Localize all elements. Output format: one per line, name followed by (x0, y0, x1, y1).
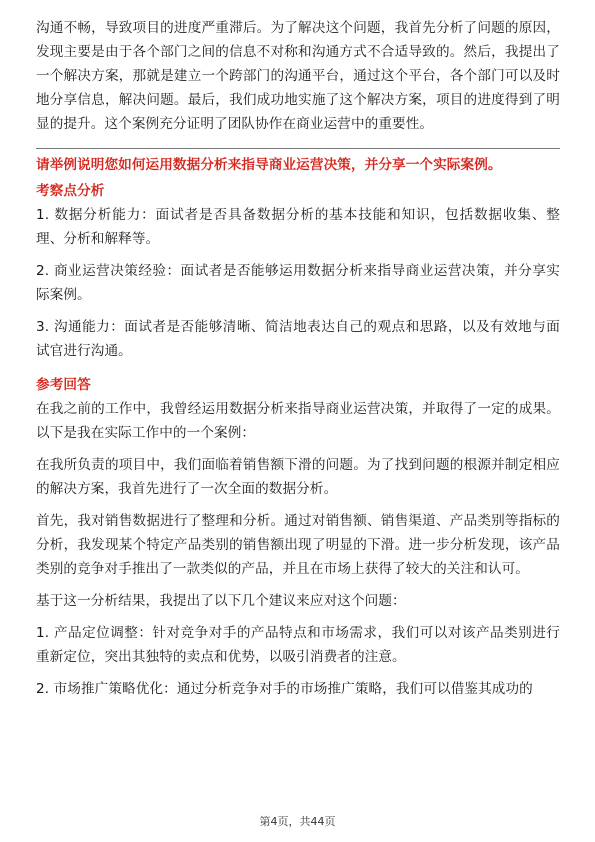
page-footer: 第4页，共44页 (259, 815, 336, 828)
section-divider (36, 148, 560, 149)
answer-paragraph-3: 首先，我对销售数据进行了整理和分析。通过对销售额、销售渠道、产品类别等指标的分析，我发现某个特定产品类别的销售额出现了明显的下滑。进一步分析发现，该产品类别的竞争对手推出了一款类似的产品，并且在市场上获得了较大的关注和认可。 (36, 513, 560, 577)
answer-paragraph-4: 基于这一分析结果，我提出了以下几个建议来应对这个问题： (36, 593, 406, 609)
analysis-point-1: 1. 数据分析能力：面试者是否具备数据分析的基本技能和知识，包括数据收集、整理、分析和解释等。 (36, 207, 560, 247)
answer-paragraph-2: 在我所负责的项目中，我们面临着销售额下滑的问题。为了找到问题的根源并制定相应的解决方案，我首先进行了一次全面的数据分析。 (36, 457, 560, 497)
answer-paragraph-6: 2. 市场推广策略优化：通过分析竞争对手的市场推广策略，我们可以借鉴其成功的 (36, 681, 533, 697)
answer-paragraph-5: 1. 产品定位调整：针对竞争对手的产品特点和市场需求，我们可以对该产品类别进行重新定位，突出其独特的卖点和优势，以吸引消费者的注意。 (36, 625, 560, 665)
page-content (36, 16, 560, 701)
answer-label: 参考回答 (36, 377, 91, 393)
analysis-point-3: 3. 沟通能力：面试者是否能够清晰、简洁地表达自己的观点和思路，以及有效地与面试官进行沟通。 (36, 319, 560, 359)
analysis-label: 考察点分析 (36, 183, 105, 199)
continuation-paragraph: 沟通不畅，导致项目的进度严重滞后。为了解决这个问题，我首先分析了问题的原因，发现主要是由于各个部门之间的信息不对称和沟通方式不合适导致的。然后，我提出了一个解决方案，那就是建立一个跨部门的沟通平台，通过这个平台，各个部门可以及时地分享信息，解决问题。最后，我们成功地实施了这个解决方案，项目的进度得到了明显的提升。这个案例充分证明了团队协作在商业运营中的重要性。 (36, 20, 560, 132)
answer-paragraph-1: 在我之前的工作中，我曾经运用数据分析来指导商业运营决策，并取得了一定的成果。以下是我在实际工作中的一个案例： (36, 401, 560, 441)
question-heading: 请举例说明您如何运用数据分析来指导商业运营决策，并分享一个实际案例。 (36, 157, 502, 173)
analysis-point-2: 2. 商业运营决策经验：面试者是否能够运用数据分析来指导商业运营决策，并分享实际案例。 (36, 263, 560, 303)
